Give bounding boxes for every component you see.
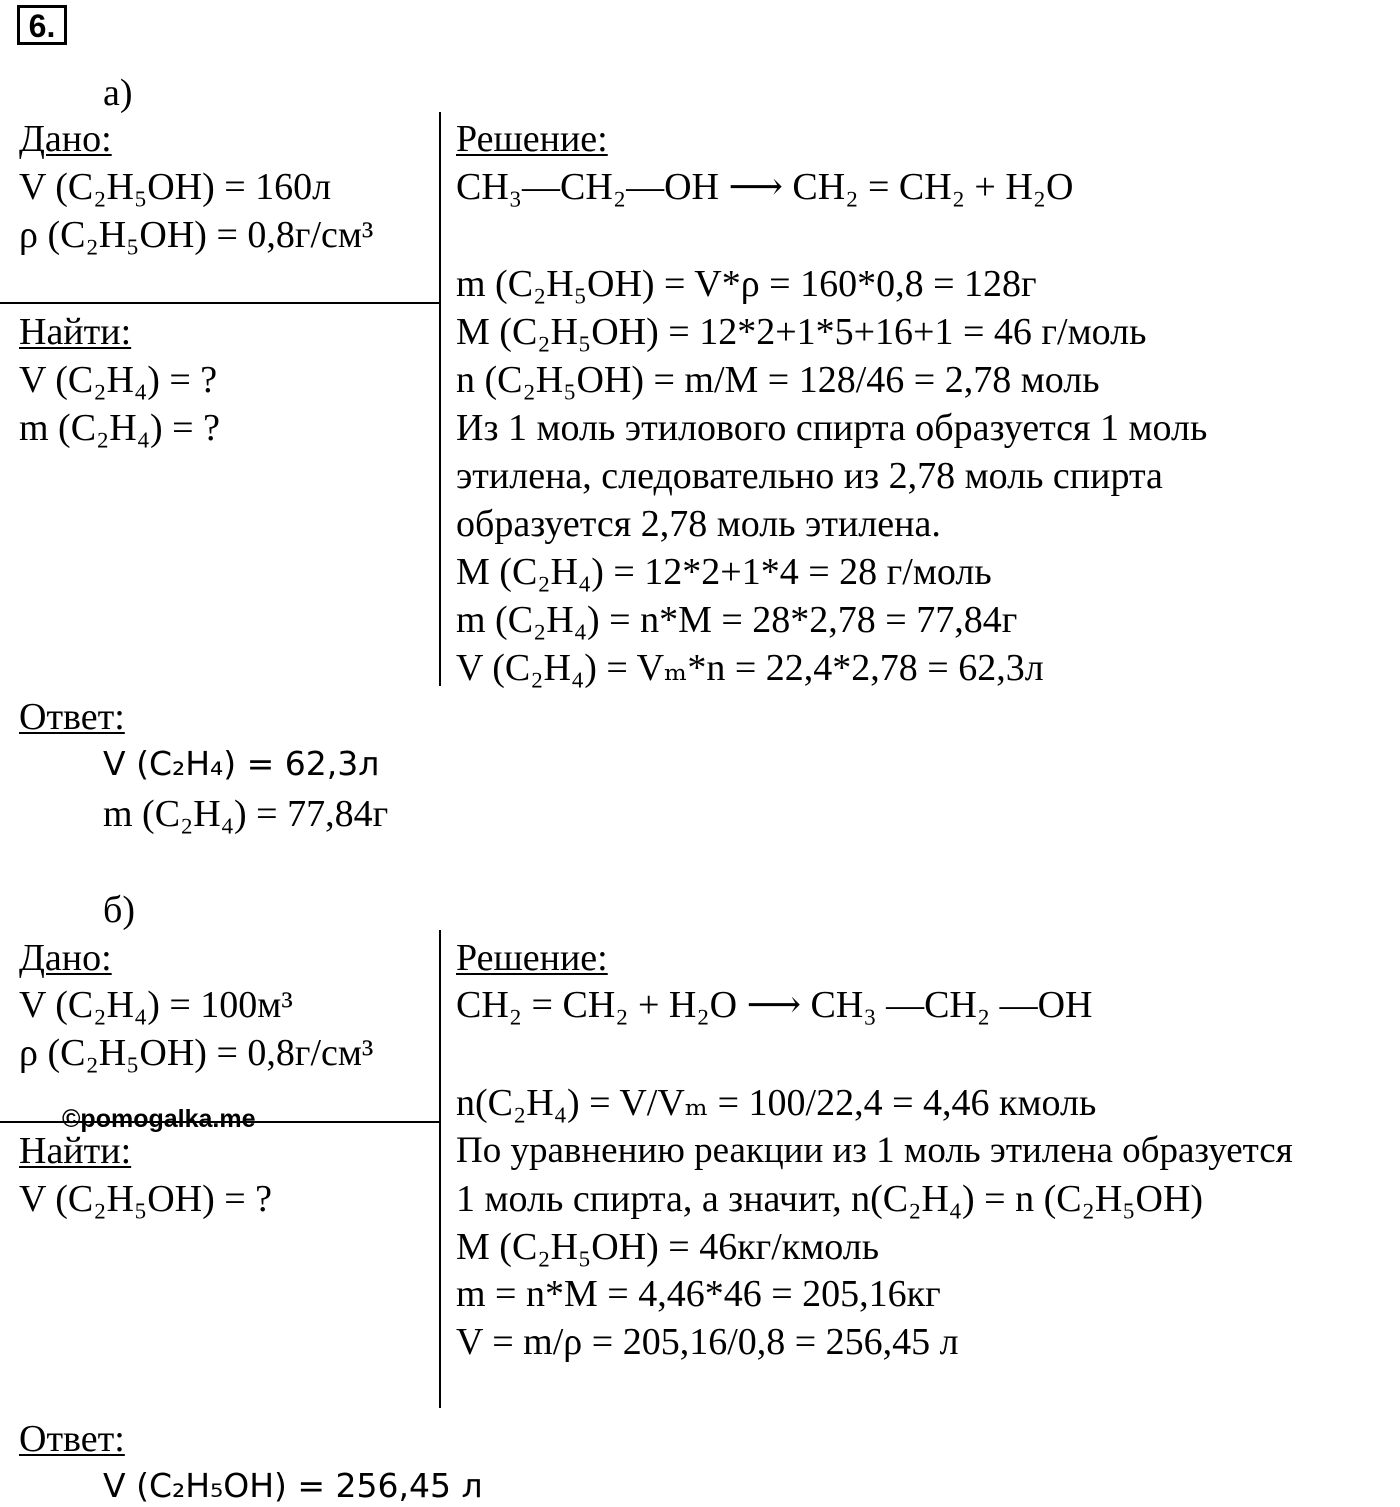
part-a-find-line: V (C₂H₄) = ? [19, 359, 218, 401]
part-b-solution-line: M (C₂H₅OH) = 46кг/кмоль [456, 1226, 880, 1268]
part-a-find-line: m (C₂H₄) = ? [19, 407, 220, 449]
part-a-reaction: CH₃—CH₂—OH ⟶ CH₂ = CH₂ + H₂O [456, 166, 1074, 208]
part-a-vertical-divider [439, 112, 441, 686]
part-a-answer-title: Ответ: [19, 696, 125, 738]
part-b-given-title: Дано: [19, 937, 112, 979]
part-a-label: а) [103, 72, 133, 114]
part-b-given-line: ρ (C₂H₅OH) = 0,8г/см³ [19, 1032, 374, 1074]
part-b-given-line: V (C₂H₄) = 100м³ [19, 984, 293, 1026]
part-b-label: б) [103, 889, 135, 931]
part-a-solution-line: этилена, следовательно из 2,78 моль спирта [456, 455, 1163, 497]
part-b-find-title: Найти: [19, 1130, 132, 1172]
part-a-answer-line: V (C₂H₄) = 62,3л [103, 744, 380, 783]
part-a-answer-line: m (C₂H₄) = 77,84г [103, 793, 389, 835]
part-a-solution-line: M (C₂H₄) = 12*2+1*4 = 28 г/моль [456, 551, 992, 593]
part-a-solution-line: V (C₂H₄) = Vₘ*n = 22,4*2,78 = 62,3л [456, 647, 1044, 689]
part-a-find-title: Найти: [19, 311, 132, 353]
part-a-solution-line: n (C₂H₅OH) = m/M = 128/46 = 2,78 моль [456, 359, 1100, 401]
part-b-answer-line: V (C₂H₅OH) = 256,45 л [103, 1466, 483, 1505]
part-b-solution-line: m = n*M = 4,46*46 = 205,16кг [456, 1273, 941, 1315]
watermark: ©pomogalka.me [62, 1105, 256, 1133]
part-b-solution-line: 1 моль спирта, а значит, n(C₂H₄) = n (C₂H₅OH) [456, 1178, 1204, 1220]
part-a-solution-title: Решение: [456, 118, 608, 160]
part-a-solution-line: m (C₂H₅OH) = V*ρ = 160*0,8 = 128г [456, 263, 1037, 305]
problem-number: 6. [17, 5, 67, 45]
part-b-solution-line: V = m/ρ = 205,16/0,8 = 256,45 л [456, 1321, 959, 1363]
part-a-solution-line: образуется 2,78 моль этилена. [456, 503, 941, 545]
part-a-solution-line: Из 1 моль этилового спирта образуется 1 моль [456, 407, 1208, 449]
part-b-vertical-divider [439, 930, 441, 1408]
part-b-reaction: CH₂ = CH₂ + H₂O ⟶ CH₃ —CH₂ —OH [456, 984, 1093, 1026]
part-b-solution-title: Решение: [456, 937, 608, 979]
part-b-solution-line: n(C₂H₄) = V/Vₘ = 100/22,4 = 4,46 кмоль [456, 1082, 1097, 1124]
part-b-solution-line: По уравнению реакции из 1 моль этилена образуется [456, 1130, 1293, 1171]
part-b-find-line: V (C₂H₅OH) = ? [19, 1178, 273, 1220]
part-a-given-line: V (C₂H₅OH) = 160л [19, 166, 332, 208]
part-a-given-line: ρ (C₂H₅OH) = 0,8г/см³ [19, 214, 374, 256]
part-b-answer-title: Ответ: [19, 1418, 125, 1460]
part-a-given-title: Дано: [19, 118, 112, 160]
part-a-horizontal-divider [0, 302, 441, 304]
part-a-solution-line: M (C₂H₅OH) = 12*2+1*5+16+1 = 46 г/моль [456, 311, 1147, 353]
part-a-solution-line: m (C₂H₄) = n*M = 28*2,78 = 77,84г [456, 599, 1018, 641]
